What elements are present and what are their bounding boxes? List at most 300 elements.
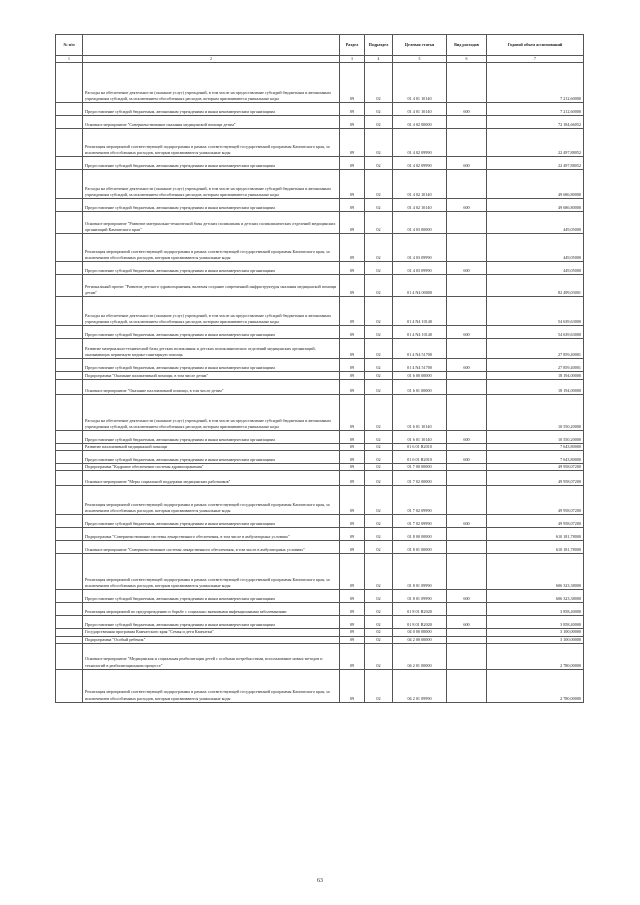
table-row [56,636,584,643]
csr-cell: 01 4 N4 00000 [393,275,447,297]
name-cell: Предоставление субсидий бюджетным, автономным учреждениям и иным некоммерческим организациям [83,359,340,372]
name-cell: Развитие материально-технической базы детских поликлиник и детских поликлинических отделений медицинских организаций, оказывающих первичную медико-санитарную помощь [83,339,340,359]
name-cell: Реализация мероприятий соответствующей подпрограммы в рамках соответствующей государственной программы Камчатского края, за исключением обособленных расходов, которым присваиваются уникальные коды [83,486,340,515]
name-cell: Предоставление субсидий бюджетным, автономным учреждениям и иным некоммерческим организациям [83,157,340,170]
vr-cell [447,643,487,669]
table-row [56,444,584,451]
table-row [56,616,584,629]
name-cell: Предоставление субсидий бюджетным, автономным учреждениям и иным некоммерческим организациям [83,262,340,275]
num-cell [56,590,83,603]
csr-cell: 04 0 00 00000 [393,629,447,636]
name-cell: Реализация мероприятий соответствующей подпрограммы в рамках соответствующей государственной программы Камчатского края, за исключением обособленных расходов, которым присваиваются уникальные коды [83,554,340,590]
razdel-cell: 09 [340,636,365,643]
vr-cell [447,629,487,636]
sum-cell: 3 100,00000 [487,636,584,643]
csr-cell: 01 4 02 10140 [393,170,447,199]
table-row [56,116,584,129]
razdel-cell: 09 [340,234,365,262]
podrazdel-cell: 02 [365,616,393,629]
sum-cell: 610 181,78000 [487,541,584,554]
table-row [56,275,584,297]
table-row [56,326,584,339]
name-cell: Основное мероприятие "Оказание паллиативной помощи, в том числе детям" [83,380,340,395]
num-cell [56,431,83,444]
razdel-cell: 09 [340,616,365,629]
csr-cell: 01 4 N4 10140 [393,297,447,326]
sum-cell: 49 958,07200 [487,464,584,471]
razdel-cell: 09 [340,643,365,669]
budget-table-sheet [55,34,583,703]
vr-cell [447,444,487,451]
podrazdel-cell: 02 [365,541,393,554]
sum-cell: 82 499,03001 [487,275,584,297]
razdel-cell: 09 [340,170,365,199]
page-number: 63 [317,878,323,884]
table-row [56,199,584,212]
sum-cell: 10 550,20000 [487,395,584,431]
table-row [56,395,584,431]
table-row [56,471,584,486]
table-row [56,451,584,464]
sum-cell: 3 858,40000 [487,616,584,629]
name-cell: Предоставление субсидий бюджетным, автономным учреждениям и иным некоммерческим организациям [83,515,340,528]
table-row [56,590,584,603]
csr-cell: 01 8 00 00000 [393,528,447,541]
num-cell [56,275,83,297]
csr-cell: 01 7 00 00000 [393,464,447,471]
vr-cell [447,669,487,702]
table-row [56,554,584,590]
razdel-cell: 09 [340,326,365,339]
csr-cell: 04 2 00 00000 [393,636,447,643]
sum-cell: 3 100,00000 [487,629,584,636]
vr-cell [447,212,487,234]
num-cell [56,643,83,669]
csr-cell: 01 6 01 R2010 [393,444,447,451]
vr-cell [447,464,487,471]
razdel-cell: 09 [340,541,365,554]
razdel-cell: 09 [340,372,365,380]
csr-cell: 01 7 02 09990 [393,486,447,515]
sum-cell: 22 497,88052 [487,157,584,170]
num-cell [56,326,83,339]
podrazdel-cell: 02 [365,212,393,234]
table-row [56,234,584,262]
num-cell [56,636,83,643]
podrazdel-cell: 02 [365,629,393,636]
column-number-row [56,56,584,63]
vr-cell [447,63,487,103]
name-cell: Основное мероприятие "Развитие материально-технической базы детских поликлиник и детских поликлинических отделений медицинских организаций Камчатского края" [83,212,340,234]
table-row [56,157,584,170]
podrazdel-cell: 02 [365,486,393,515]
csr-cell: 01 6 01 00000 [393,380,447,395]
sum-cell: 18 194,00000 [487,380,584,395]
podrazdel-cell: 02 [365,528,393,541]
name-cell: Расходы на обеспечение деятельности (оказание услуг) учреждений, в том числе на предоставление субсидий бюджетным и автономным учреждениям субсидий, за исключением обособленных расходов, которым присваиваются уникальные коды [83,63,340,103]
razdel-cell: 09 [340,103,365,116]
column-number: 6 [447,56,487,63]
vr-cell: 600 [447,103,487,116]
name-cell: Предоставление субсидий бюджетным, автономным учреждениям и иным некоммерческим организациям [83,326,340,339]
vr-cell [447,129,487,157]
razdel-cell: 09 [340,297,365,326]
header-vr: Вид расходов [447,35,487,56]
vr-cell [447,372,487,380]
num-cell [56,444,83,451]
vr-cell: 600 [447,590,487,603]
razdel-cell: 09 [340,554,365,590]
table-row [56,528,584,541]
vr-cell: 600 [447,431,487,444]
name-cell: Предоставление субсидий бюджетным, автономным учреждениям и иным некоммерческим организациям [83,199,340,212]
sum-cell: 49 958,07200 [487,486,584,515]
sum-cell: 449,05000 [487,262,584,275]
name-cell: Расходы на обеспечение деятельности (оказание услуг) учреждений, в том числе на предоставление субсидий бюджетным и автономным учреждениям субсидий, за исключением обособленных расходов, которым присваиваются уникальные коды [83,170,340,199]
razdel-cell: 09 [340,629,365,636]
podrazdel-cell: 02 [365,170,393,199]
table-row [56,359,584,372]
num-cell [56,157,83,170]
sum-cell: 54 639,63000 [487,326,584,339]
sum-cell: 606 323,38000 [487,590,584,603]
num-cell [56,616,83,629]
table-row [56,603,584,616]
sum-cell: 27 859,40001 [487,339,584,359]
num-cell [56,262,83,275]
name-cell: Предоставление субсидий бюджетным, автономным учреждениям и иным некоммерческим организациям [83,103,340,116]
num-cell [56,63,83,103]
vr-cell [447,528,487,541]
razdel-cell: 09 [340,199,365,212]
num-cell [56,103,83,116]
num-cell [56,395,83,431]
razdel-cell: 09 [340,669,365,702]
razdel-cell: 09 [340,486,365,515]
sum-cell: 10 550,20000 [487,431,584,444]
name-cell: Предоставление субсидий бюджетным, автономным учреждениям и иным некоммерческим организациям [83,431,340,444]
csr-cell: 01 4 03 00000 [393,212,447,234]
table-row [56,129,584,157]
podrazdel-cell: 02 [365,380,393,395]
podrazdel-cell: 02 [365,63,393,103]
razdel-cell: 09 [340,212,365,234]
razdel-cell: 09 [340,515,365,528]
sum-cell: 3 858,40000 [487,603,584,616]
vr-cell [447,603,487,616]
num-cell [56,359,83,372]
num-cell [56,339,83,359]
csr-cell: 01 7 02 00000 [393,471,447,486]
name-cell: Подпрограмма "Совершенствование системы лекарственного обеспечения, в том числе в амбулаторных условиях" [83,528,340,541]
sum-cell: 49 958,07200 [487,471,584,486]
table-row [56,103,584,116]
table-row [56,669,584,702]
table-row [56,372,584,380]
num-cell [56,372,83,380]
name-cell: Реализация мероприятий соответствующей подпрограммы в рамках соответствующей государственной программы Камчатского края, за исключением обособленных расходов, которым присваиваются уникальные коды [83,669,340,702]
vr-cell: 600 [447,199,487,212]
num-cell [56,170,83,199]
podrazdel-cell: 02 [365,464,393,471]
name-cell: Основное мероприятие "Совершенствование оказания медицинской помощи детям" [83,116,340,129]
name-cell: Предоставление субсидий бюджетным, автономным учреждениям и иным некоммерческим организациям [83,616,340,629]
sum-cell: 2 780,00000 [487,669,584,702]
csr-cell: 01 7 02 09990 [393,515,447,528]
table-row [56,643,584,669]
num-cell [56,515,83,528]
podrazdel-cell: 02 [365,129,393,157]
column-number: 4 [365,56,393,63]
num-cell [56,603,83,616]
sum-cell: 27 859,40001 [487,359,584,372]
csr-cell: 01 4 02 00000 [393,116,447,129]
podrazdel-cell: 02 [365,326,393,339]
table-row [56,297,584,326]
sum-cell: 2 780,00000 [487,643,584,669]
name-cell: Подпрограмма "Особый ребенок" [83,636,340,643]
num-cell [56,297,83,326]
header-csr: Целевая статья [393,35,447,56]
csr-cell: 01 4 03 09990 [393,234,447,262]
num-cell [56,528,83,541]
podrazdel-cell: 02 [365,451,393,464]
column-number: 3 [340,56,365,63]
table-row [56,486,584,515]
sum-cell: 606 323,38000 [487,554,584,590]
razdel-cell: 09 [340,471,365,486]
razdel-cell: 09 [340,116,365,129]
csr-cell: 01 4 02 09990 [393,129,447,157]
vr-cell: 600 [447,451,487,464]
razdel-cell: 09 [340,262,365,275]
podrazdel-cell: 02 [365,669,393,702]
razdel-cell: 09 [340,359,365,372]
podrazdel-cell: 02 [365,515,393,528]
table-body [56,63,584,703]
num-cell [56,129,83,157]
header-sum: Годовой объем ассигнований [487,35,584,56]
name-cell: Расходы на обеспечение деятельности (оказание услуг) учреждений, в том числе на предоставление субсидий бюджетным и автономным учреждениям субсидий, за исключением обособленных расходов, которым присваиваются уникальные коды [83,395,340,431]
csr-cell: 01 8 01 R2020 [393,616,447,629]
name-cell: Предоставление субсидий бюджетным, автономным учреждениям и иным некоммерческим организациям [83,451,340,464]
table-row [56,170,584,199]
razdel-cell: 09 [340,444,365,451]
sum-cell: 7 643,80000 [487,451,584,464]
header-podrazdel: Подраздел [365,35,393,56]
csr-cell: 01 4 01 10140 [393,63,447,103]
sum-cell: 7 643,80000 [487,444,584,451]
sum-cell: 22 497,88052 [487,129,584,157]
vr-cell: 600 [447,157,487,170]
column-number: 1 [56,56,83,63]
sum-cell: 7 212,60000 [487,63,584,103]
csr-cell: 01 4 N4 51700 [393,339,447,359]
podrazdel-cell: 02 [365,431,393,444]
razdel-cell: 09 [340,451,365,464]
table-row [56,464,584,471]
num-cell [56,486,83,515]
num-cell [56,199,83,212]
razdel-cell: 09 [340,590,365,603]
table-row [56,515,584,528]
podrazdel-cell: 02 [365,103,393,116]
vr-cell [447,541,487,554]
razdel-cell: 09 [340,431,365,444]
razdel-cell: 09 [340,528,365,541]
podrazdel-cell: 02 [365,262,393,275]
sum-cell: 449,05000 [487,212,584,234]
table-row [56,212,584,234]
vr-cell [447,116,487,129]
vr-cell: 600 [447,515,487,528]
vr-cell [447,471,487,486]
sum-cell: 449,05000 [487,234,584,262]
podrazdel-cell: 02 [365,643,393,669]
column-number: 7 [487,56,584,63]
podrazdel-cell: 02 [365,275,393,297]
vr-cell: 600 [447,359,487,372]
table-row [56,339,584,359]
num-cell [56,629,83,636]
name-cell: Региональный проект "Развитие детского здравоохранения, включая создание современной инфраструктуры оказания медицинской помощи детям" [83,275,340,297]
num-cell [56,116,83,129]
table-row [56,262,584,275]
razdel-cell: 09 [340,380,365,395]
vr-cell [447,275,487,297]
vr-cell: 600 [447,326,487,339]
podrazdel-cell: 02 [365,590,393,603]
podrazdel-cell: 02 [365,297,393,326]
razdel-cell: 09 [340,464,365,471]
vr-cell [447,395,487,431]
csr-cell: 01 4 N4 51700 [393,359,447,372]
podrazdel-cell: 02 [365,339,393,359]
num-cell [56,464,83,471]
name-cell: Основное мероприятие "Медицинская и социальная реабилитация детей с особыми потребностями, использование новых методов и технологий в реабилитационном процессе" [83,643,340,669]
name-cell: Основное мероприятие "Меры социальной поддержки медицинских работников" [83,471,340,486]
num-cell [56,234,83,262]
csr-cell: 01 4 02 10140 [393,199,447,212]
num-cell [56,669,83,702]
num-cell [56,451,83,464]
razdel-cell: 09 [340,339,365,359]
header-name [83,35,340,56]
header-razdel: Раздел [340,35,365,56]
csr-cell: 01 8 01 R2020 [393,603,447,616]
vr-cell [447,486,487,515]
header-num: № п/п [56,35,83,56]
vr-cell [447,234,487,262]
podrazdel-cell: 02 [365,199,393,212]
csr-cell: 04 2 01 00000 [393,643,447,669]
num-cell [56,380,83,395]
num-cell [56,541,83,554]
name-cell: Реализация мероприятий соответствующей подпрограммы в рамках соответствующей государственной программы Камчатского края, за исключением обособленных расходов, которым присваиваются уникальные коды [83,129,340,157]
name-cell: Подпрограмма "Оказание паллиативной помощи, в том числе детям" [83,372,340,380]
csr-cell: 01 8 01 09990 [393,590,447,603]
vr-cell [447,554,487,590]
podrazdel-cell: 02 [365,471,393,486]
sum-cell: 49 958,07200 [487,515,584,528]
csr-cell: 01 6 01 10140 [393,395,447,431]
podrazdel-cell: 02 [365,359,393,372]
csr-cell: 01 6 00 00000 [393,372,447,380]
csr-cell: 01 8 01 00000 [393,541,447,554]
razdel-cell: 09 [340,157,365,170]
csr-cell: 01 4 01 10140 [393,103,447,116]
vr-cell [447,170,487,199]
csr-cell: 01 6 01 R2010 [393,451,447,464]
name-cell: Основное мероприятие "Совершенствование системы лекарственного обеспечения, в том числе в амбулаторных условиях" [83,541,340,554]
sum-cell: 610 181,78000 [487,528,584,541]
sum-cell: 54 639,63000 [487,297,584,326]
vr-cell [447,380,487,395]
razdel-cell: 09 [340,395,365,431]
sum-cell: 72 184,66052 [487,116,584,129]
header-row [56,35,584,56]
vr-cell: 600 [447,616,487,629]
table-row [56,431,584,444]
table-row [56,541,584,554]
csr-cell: 01 4 03 09990 [393,262,447,275]
csr-cell: 04 2 01 09990 [393,669,447,702]
podrazdel-cell: 02 [365,554,393,590]
num-cell [56,554,83,590]
podrazdel-cell: 02 [365,116,393,129]
podrazdel-cell: 02 [365,157,393,170]
sum-cell: 18 194,00000 [487,372,584,380]
name-cell: Государственная программа Камчатского края "Семья и дети Камчатки" [83,629,340,636]
name-cell: Расходы на обеспечение деятельности (оказание услуг) учреждений, в том числе на предоставление субсидий бюджетным и автономным учреждениям субсидий, за исключением обособленных расходов, которым присваиваются уникальные коды [83,297,340,326]
table-row [56,380,584,395]
podrazdel-cell: 02 [365,372,393,380]
num-cell [56,471,83,486]
csr-cell: 01 4 N4 10140 [393,326,447,339]
column-number: 5 [393,56,447,63]
csr-cell: 01 4 02 09990 [393,157,447,170]
sum-cell: 49 686,80000 [487,199,584,212]
table-row [56,63,584,103]
name-cell: Подпрограмма "Кадровое обеспечение системы здравоохранения" [83,464,340,471]
podrazdel-cell: 02 [365,444,393,451]
razdel-cell: 09 [340,275,365,297]
column-number: 2 [83,56,340,63]
vr-cell: 600 [447,262,487,275]
razdel-cell: 09 [340,63,365,103]
vr-cell [447,339,487,359]
num-cell [56,212,83,234]
budget-table [55,34,584,703]
vr-cell [447,636,487,643]
name-cell: Реализация мероприятий по предупреждению и борьбе с социально значимыми инфекционными заболеваниями [83,603,340,616]
csr-cell: 01 8 01 09990 [393,554,447,590]
podrazdel-cell: 02 [365,603,393,616]
name-cell: Предоставление субсидий бюджетным, автономным учреждениям и иным некоммерческим организациям [83,590,340,603]
podrazdel-cell: 02 [365,395,393,431]
razdel-cell: 09 [340,603,365,616]
csr-cell: 01 6 01 10140 [393,431,447,444]
sum-cell: 7 212,60000 [487,103,584,116]
vr-cell [447,297,487,326]
podrazdel-cell: 02 [365,636,393,643]
name-cell: Реализация мероприятий соответствующей подпрограммы в рамках соответствующей государственной программы Камчатского края, за исключением обособленных расходов, которым присваиваются уникальные коды [83,234,340,262]
sum-cell: 49 686,80000 [487,170,584,199]
podrazdel-cell: 02 [365,234,393,262]
razdel-cell: 09 [340,129,365,157]
table-row [56,629,584,636]
name-cell: Развитие паллиативной медицинской помощи [83,444,340,451]
